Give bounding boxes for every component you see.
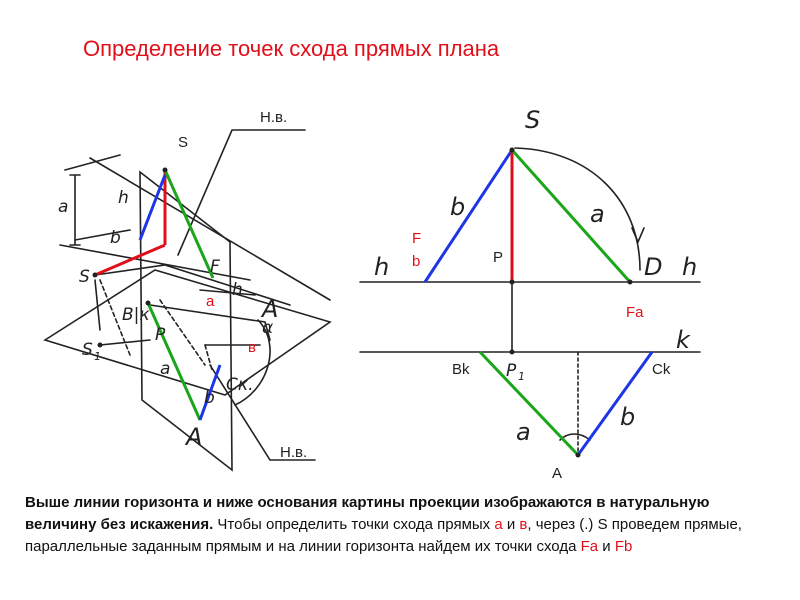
point-p1 [510, 350, 515, 355]
point-p [510, 280, 515, 285]
point-s [163, 168, 168, 173]
hand-b: b [110, 228, 121, 248]
hand-bk: B|к [122, 305, 150, 325]
caption-a: а [494, 516, 503, 533]
hand-f: F [210, 257, 220, 277]
hand-s: S [79, 267, 90, 287]
hand-h-left-right: h [374, 253, 390, 281]
caption-and1: и [502, 516, 520, 533]
left-blue-line-1 [140, 175, 165, 240]
red-label-a: a [206, 293, 215, 310]
right-green-line-upper [512, 150, 630, 282]
hand-p1: P [506, 361, 517, 381]
point-s1 [98, 343, 103, 348]
right-blue-line-lower [578, 352, 652, 455]
label-fa: Fa [626, 304, 644, 321]
caption-fb: Fb [614, 538, 633, 555]
hand-p: P [155, 325, 166, 345]
caption-text [25, 492, 765, 558]
hand-a-upper: a [590, 200, 605, 228]
point-s-right [510, 148, 515, 153]
hand-b-lower: b [620, 403, 636, 431]
dimension-a [70, 175, 80, 245]
caption-bold: Выше линии горизонта и ниже основания картины проекции изображаются в натуральную величину без искажения. [25, 494, 710, 533]
caption-b: в [519, 516, 528, 533]
caption-part1: Чтобы определить точки схода прямых [213, 516, 495, 533]
hand-b-upper: b [450, 193, 466, 221]
caption-and2: и [598, 538, 615, 555]
hand-k: k [676, 326, 690, 354]
red-label-b: в [248, 339, 256, 356]
hand-p1-sub: 1 [518, 370, 525, 383]
construction-lines [60, 155, 330, 300]
hand-h-mid: h [232, 280, 243, 300]
hand-b-line: b [204, 388, 215, 408]
label-a: A [552, 465, 563, 482]
hand-a-lower: a [516, 418, 531, 446]
hand-d: D [644, 253, 663, 281]
point-a [576, 453, 581, 458]
label-nv-top: Н.в. [260, 109, 288, 126]
label-bk: Bk [452, 361, 470, 378]
hand-s1: S [82, 340, 93, 360]
label-nv-bottom: Н.в. [280, 444, 308, 461]
label-fb-f: F [412, 230, 422, 247]
caption-part2: , через (.) S проведем прямые, параллельные заданным прямым и на линии горизонта найдем их точки схода [25, 516, 742, 555]
hand-h-left: h [118, 188, 129, 208]
hand-s-right: S [525, 106, 541, 134]
label-p: P [493, 249, 504, 266]
label-ck: Ck [652, 361, 671, 378]
point-s-left [93, 273, 98, 278]
hand-s1-sub: 1 [94, 350, 101, 363]
hand-a-point: A [262, 295, 279, 323]
hand-h-right: h [682, 253, 698, 281]
hand-ck: Cк. [226, 375, 254, 395]
hand-a-dim: a [58, 197, 69, 217]
caption-fa: Fa [580, 538, 599, 555]
hand-a-line: a [160, 359, 171, 379]
label-s-top: S [178, 134, 189, 151]
object-plane [45, 270, 330, 395]
rotation-arc [515, 148, 640, 270]
label-fb-b: b [412, 253, 421, 270]
hand-alpha: α [262, 318, 274, 338]
page-title: Определение точек схода прямых плана [83, 36, 500, 61]
leader-nv-top [178, 130, 305, 255]
hand-a-bottom: A [186, 423, 203, 451]
point-fa [628, 280, 633, 285]
